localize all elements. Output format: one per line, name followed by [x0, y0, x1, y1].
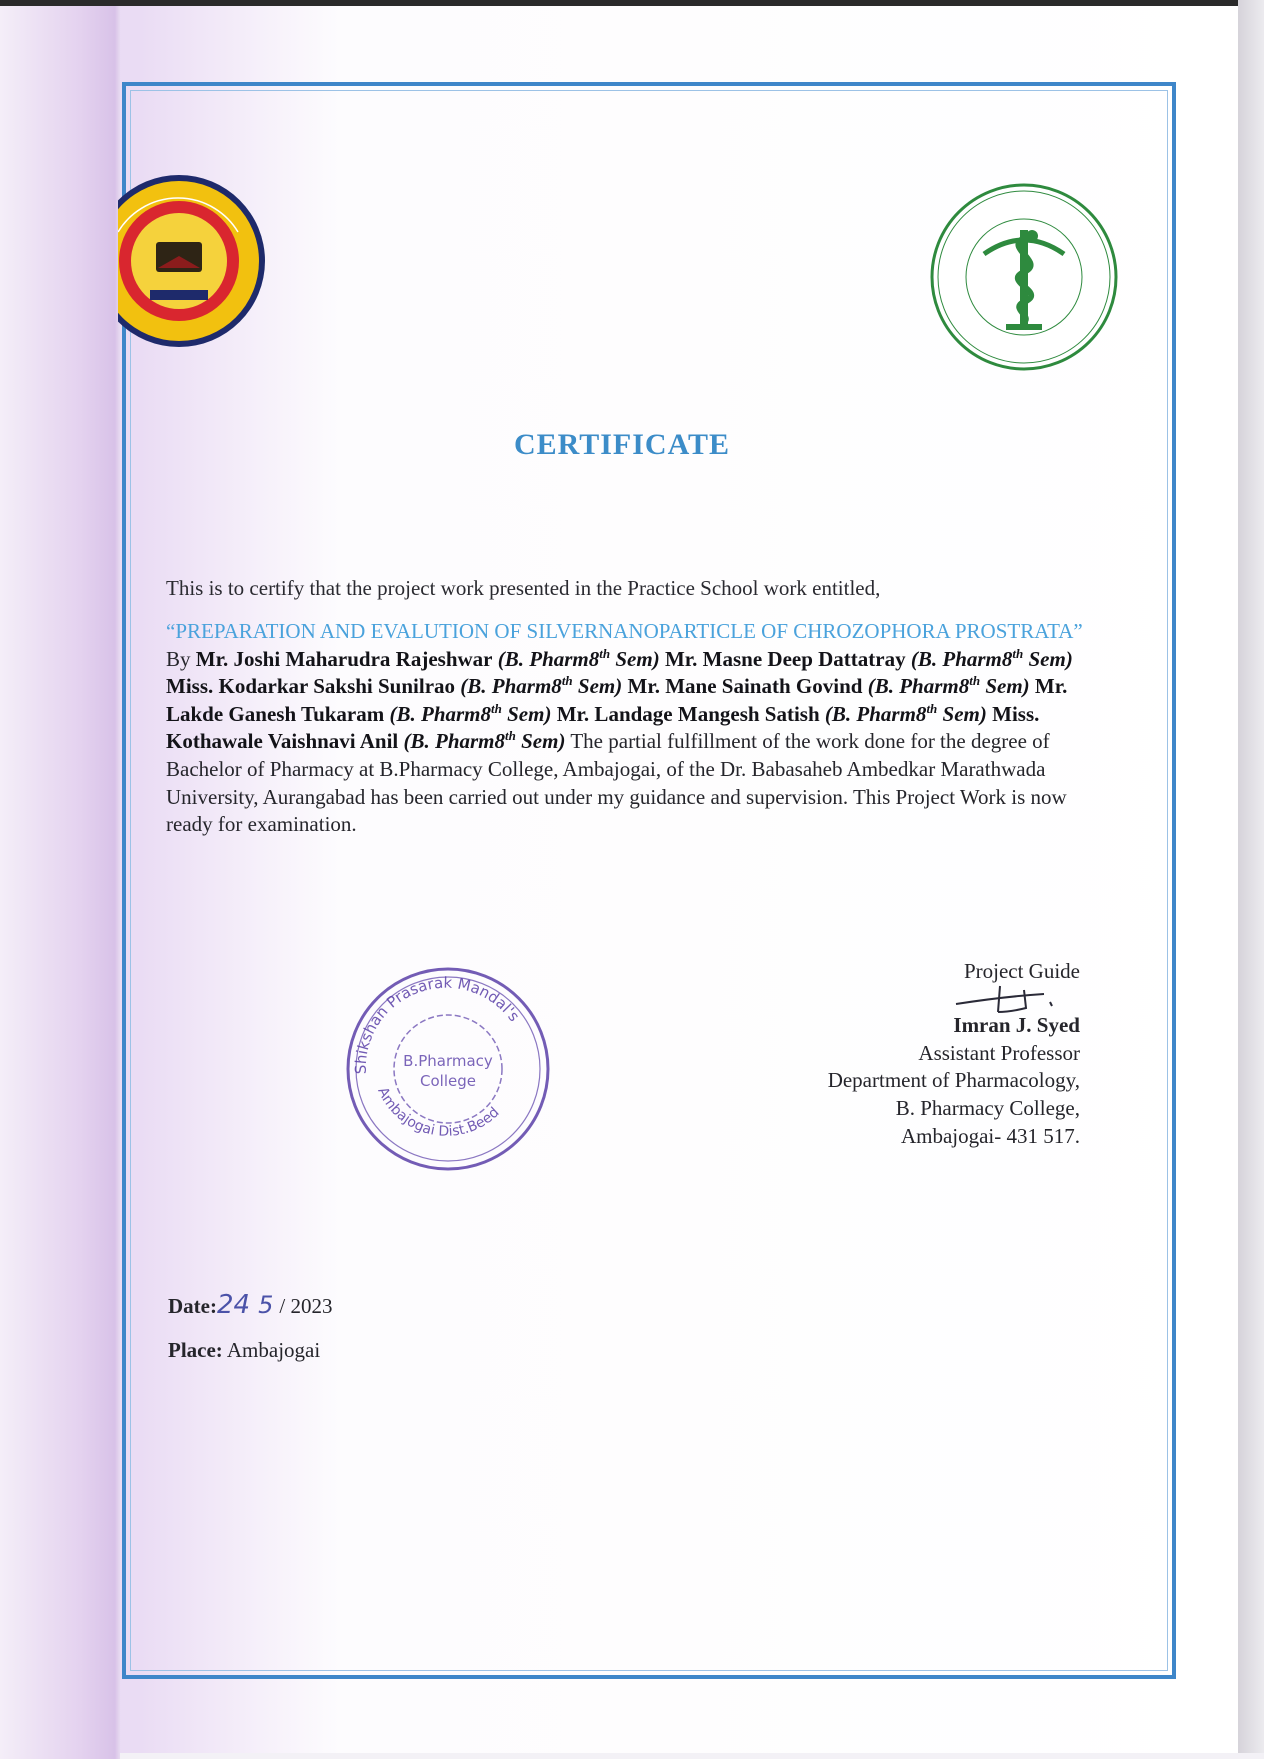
- college-seal-stamp: [338, 962, 558, 1176]
- college-logo-left: [118, 172, 270, 350]
- date-day: 24: [216, 1290, 251, 1320]
- guide-address: Ambajogai- 431 517.: [900, 1123, 1080, 1148]
- student-name: Mr. Mane Sainath Govind: [627, 674, 863, 699]
- place-value: Ambajogai: [226, 1338, 321, 1362]
- page-edge-shadow: [0, 6, 120, 1759]
- student-name: Mr. Landage Mangesh Satish: [556, 701, 820, 726]
- svg-text:Ambajogai Dist.Beed: Ambajogai Dist.Beed: [374, 1084, 503, 1140]
- svg-text:B.Pharmacy: B.Pharmacy: [403, 1052, 493, 1070]
- page-binding-edge: [1238, 0, 1264, 1753]
- student-name: Miss. Kothawale Vaishnavi Anil: [166, 701, 1040, 754]
- guide-college: B. Pharmacy College,: [895, 1096, 1080, 1121]
- place-line: [168, 1338, 320, 1363]
- project-title: “PREPARATION AND EVALUTION OF SILVERNANOPARTICLE OF CHROZOPHORA PROSTRATA”: [166, 619, 1083, 643]
- certificate-intro: This is to certify that the project work presented in the Practice School work entitled,: [166, 576, 881, 600]
- date-label: Date:: [168, 1294, 217, 1318]
- certificate-body: “PREPARATION AND EVALUTION OF SILVERNANOPARTICLE OF CHROZOPHORA PROSTRATA” By Mr. Joshi Maharudra Rajeshwar (B. Pharm8th Sem) Mr. Masne Deep Dattatray (B. Pharm8th Sem) Miss. Kodarkar Sakshi Sunilrao (B. Pharm8th Sem) Mr. Mane Sainath Govind (B. Pharm8th Sem) Mr. Lakde Ganesh Tukaram (B. Pharm8th Sem) Mr. Landage Mangesh Satish (B. Pharm8th Sem) Miss. Kothawale Vaishnavi Anil (B. Pharm8th Sem) The partial fulfillment of the work done for the degree of Bachelor of Pharmacy at B.Pharmacy College, Ambajogai, of the Dr. Babasaheb Ambedkar Marathwada University, Aurangabad has been carried out under my guidance and supervision. This Project Work is now ready for examination.: [166, 619, 1083, 837]
- place-label: Place:: [168, 1338, 223, 1362]
- guide-designation: Assistant Professor: [918, 1040, 1080, 1065]
- rod-of-asclepius-icon: [928, 178, 1120, 376]
- student-name: Mr. Masne Deep Dattatray: [664, 646, 906, 671]
- svg-text:Shikshan Prasarak Mandal's: Shikshan Prasarak Mandal's: [351, 973, 524, 1075]
- date-line: [168, 1290, 332, 1320]
- date-year: / 2023: [279, 1294, 333, 1318]
- college-emblem-icon: [118, 172, 270, 350]
- by-word: By: [166, 646, 191, 671]
- guide-department: Department of Pharmacology,: [827, 1068, 1080, 1093]
- svg-text:College: College: [420, 1072, 476, 1090]
- closing-text: The partial fulfillment of the work done for the degree of Bachelor of Pharmacy at B.Pharmacy College, Ambajogai, of the Dr. Babasaheb Ambedkar Marathwada University, Aurangabad has been carried out under my guidance and supervision. This Project Work is now ready for examination.: [166, 729, 1067, 837]
- student-name: Mr. Joshi Maharudra Rajeshwar: [195, 646, 493, 671]
- certificate-title: CERTIFICATE: [513, 428, 731, 461]
- student-name: Miss. Kodarkar Sakshi Sunilrao: [166, 674, 456, 699]
- student-name: Mr. Lakde Ganesh Tukaram: [166, 674, 1068, 726]
- college-logo-right: [928, 178, 1120, 376]
- date-month: 5: [258, 1291, 274, 1319]
- guide-name: Imran J. Syed: [953, 1012, 1080, 1037]
- guide-signature-icon: [952, 982, 1056, 1016]
- round-stamp-icon: [338, 962, 558, 1176]
- guide-label: Project Guide: [963, 959, 1080, 983]
